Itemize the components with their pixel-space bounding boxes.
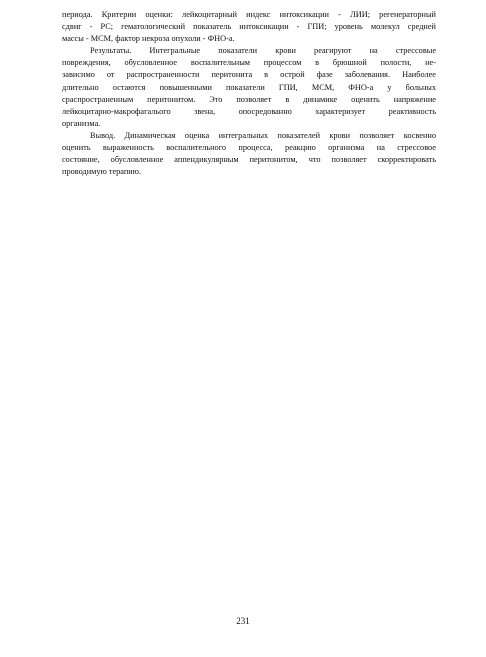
text-line: периода. Критерии оценки: лейкоцитарный индекс интоксикации - ЛИИ; регенераторный [62, 10, 436, 19]
text-line: лейкоцитарно-макрофагалього звена, опосредованно характеризует реактивность [62, 106, 436, 116]
text-line: Вывод. Динамическая оценка интегральных показателей крови позволяет косвенно [90, 130, 436, 140]
text-line: повреждения, обусловленное воспалительным процессом в брюшной полости, не- [62, 58, 436, 68]
text-line: сдвиг - РС; гематологический показатель интоксикации - ГПИ; уровень молекул средней [62, 22, 436, 32]
conclusion-paragraph [62, 130, 436, 178]
text-line: проводимую терапию. [62, 167, 142, 177]
criteria-paragraph [62, 9, 436, 45]
text-line: состояние, обусловленное аппендикулярным перитонитом, что позволяет скорректировать [62, 155, 436, 165]
text-line: зависимо от распространенности перитонита в острой фазе заболевания. Наиболее [62, 70, 436, 80]
text-line: массы - МСМ, фактор некроза опухоли - ФНО-а. [62, 34, 235, 44]
page-number: 231 [236, 616, 250, 626]
results-paragraph [62, 45, 436, 130]
body-text [62, 9, 436, 178]
text-line: сраспространенным перитонитом. Это позволяет в динамике оценить напряжение [62, 94, 436, 104]
text-line: оценить выраженность воспалительного процесса, реакцию организма на стрессовое [62, 143, 436, 153]
text-line: Результаты. Интегральные показатели крови реагируют на стрессовые [90, 46, 436, 56]
text-line: длительно остаются повышенными показатели ГПИ, МСМ, ФНО-а у больных [62, 82, 436, 92]
text-line: организма. [62, 118, 101, 128]
